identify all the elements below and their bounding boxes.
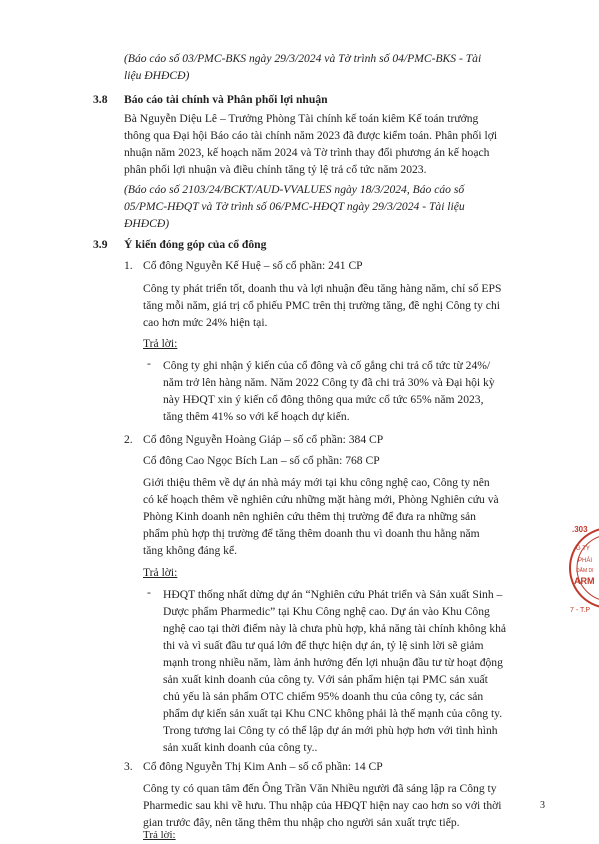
item-number-1: 1.: [124, 259, 133, 272]
top-reference-line2: liệu ĐHĐCĐ): [124, 69, 190, 82]
svg-text:ARM: ARM: [574, 576, 595, 586]
item-1-question-line: tăng mỗi năm, giá trị cổ phiếu PMC trên thị trường tăng, đề nghị Công ty chi: [143, 299, 500, 312]
item-3-reply-label: Trả lời:: [143, 829, 176, 841]
item-1-answer-line: năm trở lên hàng năm. Năm 2022 Công ty đã chi trả 30% và Đại hội kỳ: [163, 376, 495, 389]
item-2-reply-label: Trả lời:: [143, 566, 178, 579]
section-3-8-body-line: phân phối lợi nhuận và điều chỉnh tăng tỷ lệ trả cổ tức năm 2023.: [124, 163, 427, 176]
svg-text:7 - T.P: 7 - T.P: [570, 607, 591, 614]
item-1-answer-line: tăng thêm 41% so với kế hoạch dự kiến.: [163, 410, 350, 423]
bullet-dash: -: [147, 357, 151, 370]
section-3-8-reference-line: 05/PMC-HĐQT và Tờ trình số 06/PMC-HĐQT ngày 29/3/2024 - Tài liệu: [124, 200, 465, 213]
item-2-answer-line: mạnh trong nhiều năm, làm ảnh hưởng đến lợi nhuận đầu tư từ hoạt động: [163, 656, 503, 669]
section-title-3-9: Ý kiến đóng góp của cổ đông: [124, 238, 267, 251]
item-2-question-line: Phòng Kinh doanh nên nghiên cứu thêm thị trường để đưa ra những sản: [143, 510, 476, 523]
item-2-question-line: phẩm phù hợp thị trường để tăng thêm doanh thu vì doanh thu hằng năm: [143, 527, 480, 540]
item-2-answer-line: HĐQT thống nhất dừng dự án “Nghiên cứu Phát triển và Sản xuất Sinh –: [163, 588, 503, 601]
item-1-answer-line: này HĐQT xin ý kiến cổ đông thông qua mức cổ tức 65% năm 2023,: [163, 393, 484, 406]
item-2-answer-line: chủ yếu là sản phẩm OTC chiếm 95% doanh thu của công ty, các sản: [163, 690, 484, 703]
item-2-answer-line: thi và vì suất đầu tư quá lớn để thực hiện dự án, tỷ lệ sinh lời sẽ giảm: [163, 639, 484, 652]
item-1-reply-label: Trả lời:: [143, 337, 178, 350]
item-3-question-line: gian trước đây, nên tăng thêm thu nhập cho người sản xuất trực tiếp.: [143, 816, 460, 829]
section-3-8-body-line: nhuận năm 2023, kế hoạch năm 2024 và Tờ trình thay đổi phương án kế hoạch: [124, 146, 490, 159]
item-1-question-line: cao hơn mức 24% hiện tại.: [143, 316, 268, 329]
svg-text:DẤM DI: DẤM DI: [576, 568, 594, 574]
top-reference-line1: (Báo cáo số 03/PMC-BKS ngày 29/3/2024 và Tờ trình số 04/PMC-BKS - Tài: [124, 52, 482, 65]
item-2-answer-line: nghệ cao tại thời điểm này là chưa phù hợp, khả năng tài chính không khả: [163, 622, 507, 635]
item-2-question-line: có kế hoạch thêm về nghiên cứu những mặt hàng mới, Phòng Nghiên cứu và: [143, 493, 499, 506]
item-number-3: 3.: [124, 760, 133, 773]
item-2-shareholder: Cổ đông Nguyễn Hoàng Giáp – số cổ phần: 384 CP: [143, 433, 384, 446]
section-3-8-reference-line: ĐHĐCĐ): [124, 217, 170, 230]
section-number-3-9: 3.9: [93, 238, 108, 251]
section-3-8-reference-line: (Báo cáo số 2103/24/BCKT/AUD-VVALUES ngày 18/3/2024, Báo cáo số: [124, 183, 465, 196]
section-number-3-8: 3.8: [93, 93, 108, 106]
item-2-answer-line: sản xuất kinh doanh của công ty. Với sản phẩm hiện tại PMC sản xuất: [163, 673, 488, 686]
item-3-shareholder: Cổ đông Nguyễn Thị Kim Anh – số cổ phần: 14 CP: [143, 760, 383, 773]
item-1-answer-line: Công ty ghi nhận ý kiến của cổ đông và cố gắng chi trả cổ tức từ 24%/: [163, 359, 491, 372]
company-stamp-partial: [568, 520, 599, 620]
item-2-answer-line: phẩm dự kiến sản xuất tại Khu CNC không phải là thế mạnh của công ty.: [163, 707, 503, 720]
item-2-answer-line: sản xuất kinh doanh của công ty..: [163, 741, 318, 754]
item-1-question-line: Công ty phát triển tốt, doanh thu và lợi nhuận đều tăng hàng năm, chỉ số EPS: [143, 282, 502, 295]
bullet-dash: -: [147, 586, 151, 599]
item-3-question-line: Công ty có quan tâm đến Ông Trần Văn Nhiều người đã sáng lập ra Công ty: [143, 782, 497, 795]
section-3-8-body-line: thông qua Đại hội Báo cáo tài chính năm 2023 đã được kiểm toán. Phân phối lợi: [124, 129, 498, 142]
item-2-answer-line: Trong tương lai Công ty có thể lập dự án mới phù hợp hơn với tình hình: [163, 724, 498, 737]
svg-text:G TY: G TY: [576, 546, 590, 552]
item-2-answer-line: Dược phẩm Pharmedic” tại Khu Công nghệ cao. Dự án vào Khu Công: [163, 605, 490, 618]
section-3-8-body-line: Bà Nguyễn Diệu Lê – Trưởng Phòng Tài chính kế toán kiêm Kế toán trưởng: [124, 112, 479, 125]
section-title-3-8: Báo cáo tài chính và Phân phối lợi nhuận: [124, 93, 328, 106]
item-3-question-line: Pharmedic sau khi về hưu. Thu nhập của HĐQT hiện nay cao hơn so với thời: [143, 799, 502, 812]
page-number: 3: [540, 800, 545, 811]
item-2-shareholder-2: Cổ đông Cao Ngọc Bích Lan – số cổ phần: 768 CP: [143, 454, 380, 467]
svg-text:.303: .303: [572, 525, 588, 534]
svg-text:PHÁI: PHÁI: [578, 558, 593, 564]
item-2-question-line: tăng không đáng kể.: [143, 544, 238, 557]
item-2-question-line: Giới thiệu thêm về dự án nhà máy mới tại khu công nghệ cao, Công ty nên: [143, 476, 490, 489]
item-number-2: 2.: [124, 433, 133, 446]
item-1-shareholder: Cổ đông Nguyễn Kế Huệ – số cổ phần: 241 CP: [143, 259, 363, 272]
